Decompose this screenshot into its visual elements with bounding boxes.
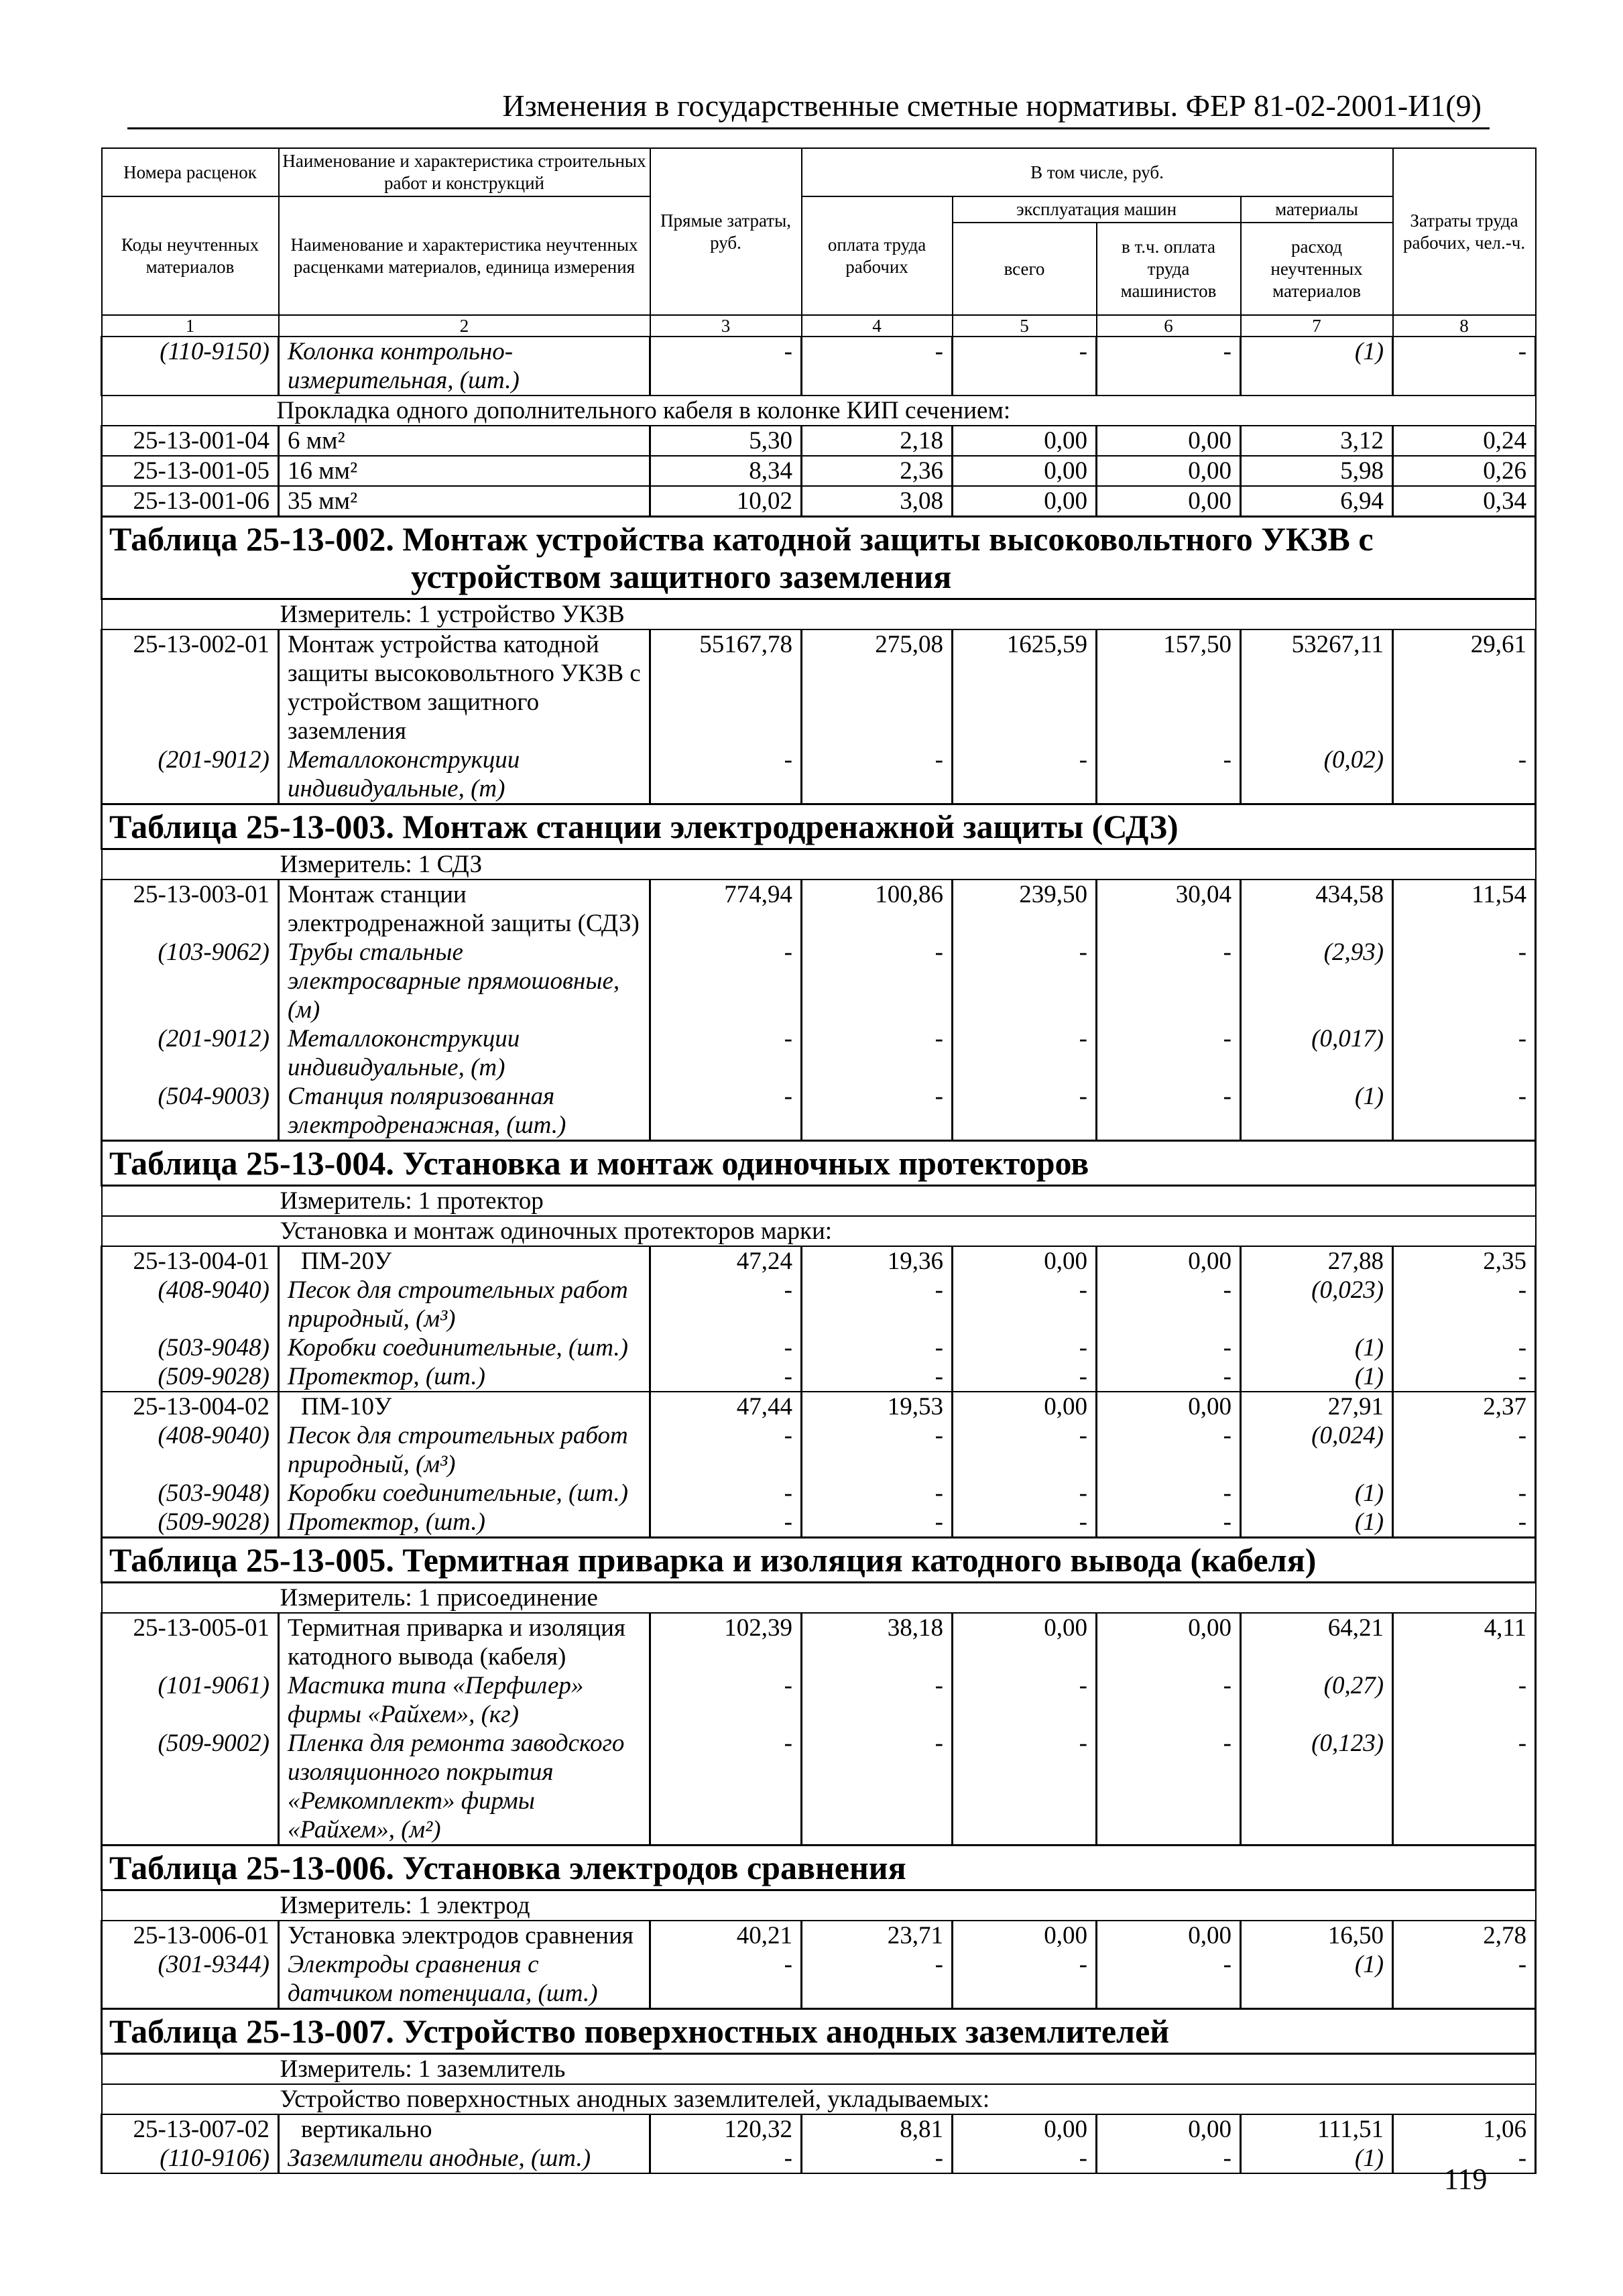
material-row bbox=[102, 1333, 1536, 1362]
subtitle-row bbox=[102, 396, 1536, 426]
subtitle-row bbox=[102, 1216, 1536, 1246]
table-title-line-1: Таблица 25-13-002. Монтаж устройства катодной защиты высоковольтного УКЗВ с bbox=[109, 520, 1374, 558]
material-row bbox=[102, 938, 1536, 1024]
cell-machines: - bbox=[953, 1276, 1097, 1333]
cell-labor: 2,37 bbox=[1393, 1392, 1536, 1421]
col-num: 7 bbox=[1241, 315, 1393, 337]
rate-name: 16 мм² bbox=[279, 456, 650, 486]
cell-pay: - bbox=[802, 1479, 953, 1508]
measure-row bbox=[102, 1890, 1536, 1921]
cell-direct: - bbox=[650, 1479, 802, 1508]
material-code: (509-9028) bbox=[102, 1362, 279, 1392]
cell-pay: - bbox=[802, 1333, 953, 1362]
cell-materials: (1) bbox=[1241, 1082, 1393, 1141]
cell-machines: 1625,59 bbox=[953, 629, 1097, 745]
measure-row bbox=[102, 1583, 1536, 1614]
cell-operators: 0,00 bbox=[1097, 1921, 1241, 1950]
rate-row bbox=[102, 2114, 1536, 2144]
cell-direct: 120,32 bbox=[650, 2114, 802, 2144]
table-measure: Измеритель: 1 электрод bbox=[102, 1890, 1536, 1921]
col-num: 3 bbox=[650, 315, 802, 337]
cell-labor: - bbox=[1393, 1729, 1536, 1846]
col-header-machine-operation: эксплуатация машин bbox=[953, 196, 1241, 223]
header-title: Изменения в государственные сметные нормативы. ФЕР 81-02-2001-И1(9) bbox=[502, 88, 1482, 123]
table-title: Таблица 25-13-005. Термитная приварка и изоляция катодного вывода (кабеля) bbox=[102, 1538, 1536, 1583]
material-code: (503-9048) bbox=[102, 1479, 279, 1508]
cell-direct: 10,02 bbox=[650, 486, 802, 517]
cell-materials: (0,27) bbox=[1241, 1671, 1393, 1729]
rate-row bbox=[102, 1392, 1536, 1421]
rate-name: ПМ-10У bbox=[279, 1392, 650, 1421]
cell-machines: 239,50 bbox=[953, 880, 1097, 938]
cell-operators: - bbox=[1097, 938, 1241, 1024]
material-name: Трубы стальные электросварные прямошовные, (м) bbox=[279, 938, 650, 1024]
rate-name: Монтаж устройства катодной защиты высоковольтного УКЗВ с устройством защитного заземления bbox=[279, 629, 650, 745]
cell-direct: - bbox=[650, 1950, 802, 2009]
table-title-row bbox=[102, 2009, 1536, 2054]
cell-labor: 29,61 bbox=[1393, 629, 1536, 745]
cell-direct: - bbox=[650, 1024, 802, 1082]
table-title-row bbox=[102, 1538, 1536, 1583]
material-code: (110-9106) bbox=[102, 2144, 279, 2173]
cell-direct: - bbox=[650, 2144, 802, 2173]
col-header-material-usage: расход неучтенных материалов bbox=[1241, 223, 1393, 315]
cell-operators: 0,00 bbox=[1097, 426, 1241, 456]
cell-pay: - bbox=[802, 1729, 953, 1846]
cell-materials: 434,58 bbox=[1241, 880, 1393, 938]
cell-operators: - bbox=[1097, 1421, 1241, 1479]
col-header-material-names: Наименование и характеристика неучтенных расценками материалов, единица измерения bbox=[279, 196, 650, 315]
cell-pay: 2,36 bbox=[802, 456, 953, 486]
material-code: (201-9012) bbox=[102, 1024, 279, 1082]
measure-row bbox=[102, 599, 1536, 630]
cell-labor: 2,35 bbox=[1393, 1246, 1536, 1276]
col-header-operator-pay: в т.ч. оплата труда машинистов bbox=[1097, 223, 1241, 315]
cell-direct: 47,44 bbox=[650, 1392, 802, 1421]
col-num: 1 bbox=[102, 315, 279, 337]
cell-materials: 111,51 bbox=[1241, 2114, 1393, 2144]
material-name: Протектор, (шт.) bbox=[279, 1362, 650, 1392]
cell-labor: 0,26 bbox=[1393, 456, 1536, 486]
col-header-rate-numbers: Номера расценок bbox=[102, 148, 279, 196]
material-code: (408-9040) bbox=[102, 1421, 279, 1479]
table-title-line-2: устройством защитного заземления bbox=[411, 558, 952, 595]
cell-direct: - bbox=[650, 1276, 802, 1333]
cell-machines: - bbox=[953, 1479, 1097, 1508]
material-name: Металлоконструкции индивидуальные, (т) bbox=[279, 1024, 650, 1082]
material-name: Заземлители анодные, (шт.) bbox=[279, 2144, 650, 2173]
material-row bbox=[102, 1950, 1536, 2009]
table-title: Таблица 25-13-003. Монтаж станции электродренажной защиты (СДЗ) bbox=[102, 804, 1536, 849]
rate-code: 25-13-005-01 bbox=[102, 1613, 279, 1671]
rate-row bbox=[102, 880, 1536, 938]
cell-materials: (0,024) bbox=[1241, 1421, 1393, 1479]
table-title-row bbox=[102, 804, 1536, 849]
cell-machines: 0,00 bbox=[953, 1921, 1097, 1950]
cell-pay: 100,86 bbox=[802, 880, 953, 938]
cell-materials: (2,93) bbox=[1241, 938, 1393, 1024]
col-header-including: В том числе, руб. bbox=[802, 148, 1393, 196]
material-name: Мастика типа «Перфилер» фирмы «Райхем», (кг) bbox=[279, 1671, 650, 1729]
col-header-material-codes: Коды неучтенных материалов bbox=[102, 196, 279, 315]
col-header-work-name: Наименование и характеристика строительных работ и конструкций bbox=[279, 148, 650, 196]
cell-machines: - bbox=[953, 1333, 1097, 1362]
cell-materials: (0,023) bbox=[1241, 1276, 1393, 1333]
material-row bbox=[102, 1508, 1536, 1538]
cell-materials: (0,017) bbox=[1241, 1024, 1393, 1082]
material-name: Песок для строительных работ природный, (м³) bbox=[279, 1421, 650, 1479]
measure-row bbox=[102, 849, 1536, 880]
cell-machines: - bbox=[953, 2144, 1097, 2173]
cell-operators: 0,00 bbox=[1097, 1246, 1241, 1276]
rate-code: 25-13-001-06 bbox=[102, 486, 279, 517]
col-num: 4 bbox=[802, 315, 953, 337]
rate-name: ПМ-20У bbox=[279, 1246, 650, 1276]
cell-direct: 8,34 bbox=[650, 456, 802, 486]
rate-code: 25-13-001-05 bbox=[102, 456, 279, 486]
cell-machines: 0,00 bbox=[953, 1246, 1097, 1276]
cell-pay: 8,81 bbox=[802, 2114, 953, 2144]
rate-code: 25-13-002-01 bbox=[102, 629, 279, 745]
cell-operators: - bbox=[1097, 1362, 1241, 1392]
cell-materials: (1) bbox=[1241, 2144, 1393, 2173]
material-code: (408-9040) bbox=[102, 1276, 279, 1333]
cell-materials: (1) bbox=[1241, 1950, 1393, 2009]
cell-machines: - bbox=[953, 1421, 1097, 1479]
cell-direct: - bbox=[650, 1082, 802, 1141]
cell-labor: - bbox=[1393, 1671, 1536, 1729]
cell-operators: - bbox=[1097, 1082, 1241, 1141]
material-code: (504-9003) bbox=[102, 1082, 279, 1141]
cell-pay: 19,53 bbox=[802, 1392, 953, 1421]
cell-materials: 27,88 bbox=[1241, 1246, 1393, 1276]
col-header-machine-total: всего bbox=[953, 223, 1097, 315]
cell-pay: - bbox=[802, 1024, 953, 1082]
cell-labor: - bbox=[1393, 1421, 1536, 1479]
cell-materials: (0,123) bbox=[1241, 1729, 1393, 1846]
col-header-materials: материалы bbox=[1241, 196, 1393, 223]
cell-materials: 6,94 bbox=[1241, 486, 1393, 517]
cell-pay: - bbox=[802, 337, 953, 396]
table-measure: Измеритель: 1 устройство УКЗВ bbox=[102, 599, 1536, 630]
cell-direct: - bbox=[650, 1671, 802, 1729]
cell-pay: - bbox=[802, 1671, 953, 1729]
material-row bbox=[102, 2144, 1536, 2173]
cell-operators: - bbox=[1097, 1024, 1241, 1082]
cell-operators: - bbox=[1097, 1671, 1241, 1729]
cell-machines: - bbox=[953, 1950, 1097, 2009]
cell-pay: - bbox=[802, 938, 953, 1024]
subtitle: Устройство поверхностных анодных заземлителей, укладываемых: bbox=[102, 2084, 1536, 2114]
cell-labor: - bbox=[1393, 1333, 1536, 1362]
col-header-worker-pay: оплата труда рабочих bbox=[802, 196, 953, 315]
cell-machines: - bbox=[953, 1508, 1097, 1538]
cell-direct: - bbox=[650, 938, 802, 1024]
rate-name: 6 мм² bbox=[279, 426, 650, 456]
cell-machines: - bbox=[953, 745, 1097, 804]
table-title: Таблица 25-13-006. Установка электродов сравнения bbox=[102, 1846, 1536, 1890]
cell-machines: 0,00 bbox=[953, 486, 1097, 517]
rate-row bbox=[102, 426, 1536, 456]
cell-machines: 0,00 bbox=[953, 2114, 1097, 2144]
cell-direct: 55167,78 bbox=[650, 629, 802, 745]
rate-name: Установка электродов сравнения bbox=[279, 1921, 650, 1950]
cell-operators: - bbox=[1097, 1950, 1241, 2009]
material-code: (110-9150) bbox=[102, 337, 279, 396]
cell-pay: - bbox=[802, 1950, 953, 2009]
cell-pay: 275,08 bbox=[802, 629, 953, 745]
cell-direct: - bbox=[650, 1729, 802, 1846]
cell-machines: 0,00 bbox=[953, 426, 1097, 456]
cell-direct: 47,24 bbox=[650, 1246, 802, 1276]
material-code: (101-9061) bbox=[102, 1671, 279, 1729]
rate-code: 25-13-004-02 bbox=[102, 1392, 279, 1421]
material-row bbox=[102, 1024, 1536, 1082]
cell-pay: 19,36 bbox=[802, 1246, 953, 1276]
cell-materials: (1) bbox=[1241, 1508, 1393, 1538]
cell-pay: - bbox=[802, 745, 953, 804]
cell-materials: 5,98 bbox=[1241, 456, 1393, 486]
cell-pay: 2,18 bbox=[802, 426, 953, 456]
cell-pay: - bbox=[802, 1276, 953, 1333]
cell-direct: - bbox=[650, 1362, 802, 1392]
table-title: Таблица 25-13-007. Устройство поверхностных анодных заземлителей bbox=[102, 2009, 1536, 2054]
material-code: (103-9062) bbox=[102, 938, 279, 1024]
material-row bbox=[102, 1082, 1536, 1141]
cell-labor: - bbox=[1393, 1508, 1536, 1538]
cell-materials: 64,21 bbox=[1241, 1613, 1393, 1671]
cell-materials: 16,50 bbox=[1241, 1921, 1393, 1950]
cell-materials: (1) bbox=[1241, 337, 1393, 396]
subtitle: Установка и монтаж одиночных протекторов марки: bbox=[102, 1216, 1536, 1246]
material-row bbox=[102, 1421, 1536, 1479]
table-measure: Измеритель: 1 протектор bbox=[102, 1186, 1536, 1217]
cell-pay: 23,71 bbox=[802, 1921, 953, 1950]
cell-materials: (1) bbox=[1241, 1333, 1393, 1362]
cell-labor: - bbox=[1393, 1082, 1536, 1141]
cell-labor: - bbox=[1393, 2144, 1536, 2173]
rate-row bbox=[102, 1613, 1536, 1671]
material-row bbox=[102, 745, 1536, 804]
cell-labor: - bbox=[1393, 1276, 1536, 1333]
subtitle-row bbox=[102, 2084, 1536, 2114]
cell-operators: 30,04 bbox=[1097, 880, 1241, 938]
norms-table bbox=[101, 147, 1537, 2174]
header-row-1 bbox=[102, 148, 1536, 196]
material-name: Электроды сравнения с датчиком потенциала, (шт.) bbox=[279, 1950, 650, 2009]
cell-operators: - bbox=[1097, 1479, 1241, 1508]
cell-materials: 53267,11 bbox=[1241, 629, 1393, 745]
col-num: 6 bbox=[1097, 315, 1241, 337]
cell-direct: - bbox=[650, 1421, 802, 1479]
cell-operators: 0,00 bbox=[1097, 2114, 1241, 2144]
material-code: (301-9344) bbox=[102, 1950, 279, 2009]
cell-pay: - bbox=[802, 1362, 953, 1392]
material-name: Станция поляризованная электродренажная, (шт.) bbox=[279, 1082, 650, 1141]
material-row bbox=[102, 1276, 1536, 1333]
cell-direct: - bbox=[650, 1333, 802, 1362]
col-header-labor: Затраты труда рабочих, чел.-ч. bbox=[1393, 148, 1536, 315]
rate-code: 25-13-007-02 bbox=[102, 2114, 279, 2144]
table-measure: Измеритель: 1 заземлитель bbox=[102, 2054, 1536, 2085]
measure-row bbox=[102, 2054, 1536, 2085]
rate-code: 25-13-006-01 bbox=[102, 1921, 279, 1950]
table-measure: Измеритель: 1 присоединение bbox=[102, 1583, 1536, 1614]
rate-code: 25-13-001-04 bbox=[102, 426, 279, 456]
cell-labor: - bbox=[1393, 1024, 1536, 1082]
rate-row bbox=[102, 629, 1536, 745]
material-code: (503-9048) bbox=[102, 1333, 279, 1362]
cell-materials: (1) bbox=[1241, 1479, 1393, 1508]
cell-labor: 0,24 bbox=[1393, 426, 1536, 456]
cell-labor: - bbox=[1393, 938, 1536, 1024]
col-num: 8 bbox=[1393, 315, 1536, 337]
table-title-row bbox=[102, 1141, 1536, 1186]
cell-labor: - bbox=[1393, 337, 1536, 396]
cell-machines: - bbox=[953, 1362, 1097, 1392]
cell-labor: 1,06 bbox=[1393, 2114, 1536, 2144]
col-num: 5 bbox=[953, 315, 1097, 337]
cell-labor: 2,78 bbox=[1393, 1921, 1536, 1950]
material-name: Коробки соединительные, (шт.) bbox=[279, 1333, 650, 1362]
cell-pay: 38,18 bbox=[802, 1613, 953, 1671]
cell-pay: - bbox=[802, 1421, 953, 1479]
material-code: (509-9028) bbox=[102, 1508, 279, 1538]
cell-materials: (1) bbox=[1241, 1362, 1393, 1392]
cell-operators: 157,50 bbox=[1097, 629, 1241, 745]
cell-machines: 0,00 bbox=[953, 1392, 1097, 1421]
subtitle: Прокладка одного дополнительного кабеля в колонке КИП сечением: bbox=[102, 396, 1536, 426]
cell-pay: - bbox=[802, 1508, 953, 1538]
page-number: 119 bbox=[1444, 2163, 1488, 2195]
cell-direct: 5,30 bbox=[650, 426, 802, 456]
cell-direct: 774,94 bbox=[650, 880, 802, 938]
cell-pay: - bbox=[802, 2144, 953, 2173]
material-row bbox=[102, 1362, 1536, 1392]
cell-materials: (0,02) bbox=[1241, 745, 1393, 804]
material-row bbox=[102, 1729, 1536, 1846]
material-row bbox=[102, 337, 1536, 396]
header-row-2 bbox=[102, 196, 1536, 223]
cell-materials: 3,12 bbox=[1241, 426, 1393, 456]
cell-operators: - bbox=[1097, 1729, 1241, 1846]
rate-row bbox=[102, 1246, 1536, 1276]
page-header bbox=[127, 86, 1490, 129]
cell-labor: 11,54 bbox=[1393, 880, 1536, 938]
cell-machines: - bbox=[953, 1024, 1097, 1082]
cell-machines: - bbox=[953, 1671, 1097, 1729]
table-measure: Измеритель: 1 СДЗ bbox=[102, 849, 1536, 880]
material-name: Коробки соединительные, (шт.) bbox=[279, 1479, 650, 1508]
cell-operators: - bbox=[1097, 337, 1241, 396]
rate-name: Монтаж станции электродренажной защиты (СДЗ) bbox=[279, 880, 650, 938]
rate-row bbox=[102, 1921, 1536, 1950]
material-name: Металлоконструкции индивидуальные, (т) bbox=[279, 745, 650, 804]
cell-pay: - bbox=[802, 1082, 953, 1141]
cell-operators: - bbox=[1097, 1276, 1241, 1333]
cell-operators: - bbox=[1097, 1333, 1241, 1362]
cell-direct: 40,21 bbox=[650, 1921, 802, 1950]
cell-labor: 0,34 bbox=[1393, 486, 1536, 517]
cell-machines: 0,00 bbox=[953, 456, 1097, 486]
cell-labor: - bbox=[1393, 1362, 1536, 1392]
cell-machines: - bbox=[953, 337, 1097, 396]
material-name: Пленка для ремонта заводского изоляционного покрытия «Ремкомплект» фирмы «Райхем», (м²) bbox=[279, 1729, 650, 1846]
material-name: Протектор, (шт.) bbox=[279, 1508, 650, 1538]
table-title-row bbox=[102, 1846, 1536, 1890]
cell-direct: - bbox=[650, 1508, 802, 1538]
cell-direct: 102,39 bbox=[650, 1613, 802, 1671]
rate-name: вертикально bbox=[279, 2114, 650, 2144]
material-code: (509-9002) bbox=[102, 1729, 279, 1846]
cell-labor: 4,11 bbox=[1393, 1613, 1536, 1671]
cell-materials: 27,91 bbox=[1241, 1392, 1393, 1421]
cell-operators: - bbox=[1097, 2144, 1241, 2173]
material-name: Песок для строительных работ природный, (м³) bbox=[279, 1276, 650, 1333]
cell-machines: 0,00 bbox=[953, 1613, 1097, 1671]
rate-name: 35 мм² bbox=[279, 486, 650, 517]
column-number-row bbox=[102, 315, 1536, 337]
cell-machines: - bbox=[953, 1729, 1097, 1846]
cell-operators: 0,00 bbox=[1097, 1613, 1241, 1671]
cell-machines: - bbox=[953, 1082, 1097, 1141]
cell-operators: - bbox=[1097, 745, 1241, 804]
cell-operators: 0,00 bbox=[1097, 1392, 1241, 1421]
rate-code: 25-13-003-01 bbox=[102, 880, 279, 938]
rate-code: 25-13-004-01 bbox=[102, 1246, 279, 1276]
rate-row bbox=[102, 456, 1536, 486]
material-row bbox=[102, 1671, 1536, 1729]
table-title: Таблица 25-13-004. Установка и монтаж одиночных протекторов bbox=[102, 1141, 1536, 1186]
rate-row bbox=[102, 486, 1536, 517]
cell-operators: 0,00 bbox=[1097, 486, 1241, 517]
cell-direct: - bbox=[650, 745, 802, 804]
measure-row bbox=[102, 1186, 1536, 1217]
material-name: Колонка контрольно-измерительная, (шт.) bbox=[279, 337, 650, 396]
cell-labor: - bbox=[1393, 1950, 1536, 2009]
cell-direct: - bbox=[650, 337, 802, 396]
rate-name: Термитная приварка и изоляция катодного вывода (кабеля) bbox=[279, 1613, 650, 1671]
material-code: (201-9012) bbox=[102, 745, 279, 804]
cell-operators: - bbox=[1097, 1508, 1241, 1538]
cell-machines: - bbox=[953, 938, 1097, 1024]
cell-labor: - bbox=[1393, 745, 1536, 804]
cell-pay: 3,08 bbox=[802, 486, 953, 517]
col-num: 2 bbox=[279, 315, 650, 337]
cell-operators: 0,00 bbox=[1097, 456, 1241, 486]
col-header-direct-costs: Прямые затраты, руб. bbox=[650, 148, 802, 315]
material-row bbox=[102, 1479, 1536, 1508]
table-title bbox=[102, 517, 1536, 599]
cell-labor: - bbox=[1393, 1479, 1536, 1508]
table-title-row bbox=[102, 517, 1536, 599]
